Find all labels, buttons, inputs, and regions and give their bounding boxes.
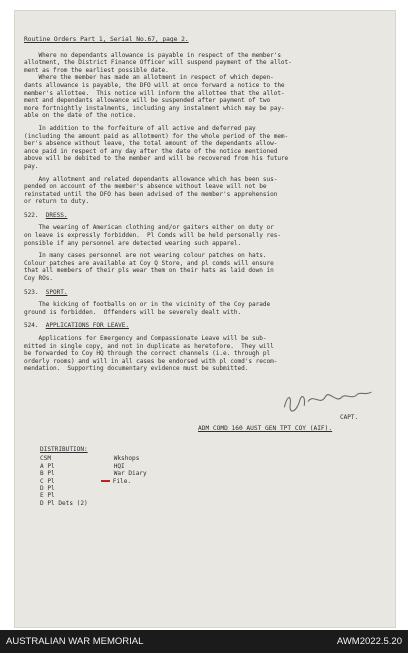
intro-paragraphs [24,52,368,206]
text-line: ment and dependants allowance will be suspended after payment of two [24,97,271,105]
text-line: member's allottee. This notice will inform the allottee that the allot- [24,89,285,97]
intro-paragraph [24,176,368,206]
text-line: mendation. Supporting documentary evidence must be submitted. [24,365,249,373]
text-line: pay. [24,162,39,170]
signature-rank: CAPT. [340,414,359,421]
text-line: orderly rooms) and will in all cases be endorsed with pl comd's recom- [24,357,278,365]
text-line: reinstated until the DFO has been advised of the member's apprehension [24,190,278,198]
distribution-recipient: Wkshops [113,455,140,463]
section-paragraph [24,301,368,316]
text-line: In many cases personnel are not wearing colour patches on hats. [24,252,267,260]
distribution-recipient: CSM [40,455,52,463]
red-pencil-mark [101,480,110,482]
section-title: APPLICATIONS FOR LEAVE. [45,322,129,330]
text-line: Any allotment and related dependants allowance which has been sus- [24,175,278,183]
distribution-recipient-row [114,455,147,462]
text-line: Where no dependants allowance is payable in respect of the member's [24,51,281,59]
text-line: Colour patches are available at Coy Q Store, and pl comds will ensure [24,259,274,267]
distribution-recipient-row [114,478,147,485]
text-line: more fortnightly instalments, including any instalment which may be pay- [24,104,285,112]
document-body [24,36,368,378]
distribution-recipient: E Pl [40,492,55,500]
text-line: Applications for Emergency and Compassionate Leave will be sub- [24,335,267,342]
section-title: SPORT. [45,288,68,296]
text-line: The kicking of footballs on or in the vicinity of the Coy parade [24,301,271,309]
text-line: ance paid in respect of any day after the date of the notice mentioned [24,147,278,155]
text-line: Coy ROs. [24,275,53,283]
distribution-recipient: B Pl [40,470,55,478]
section-number: 524. [24,322,39,330]
text-line: able on the date of the notice. [24,112,137,120]
order-section [24,289,368,317]
distribution-heading: DISTRIBUTION: [40,446,88,453]
text-line: that all members of their pls wear them on their hats as laid down in [24,267,274,275]
section-number: 523. [24,288,39,296]
distribution-recipient: D Pl [40,485,55,493]
text-line: ground is forbidden. Offenders will be severely dealt with. [24,308,242,316]
text-line: on leave is expressly forbidden. Pl Comds will be held personally res- [24,232,281,240]
distribution-recipient-row [114,470,147,477]
section-title: DRESS. [45,211,68,219]
section-paragraph [24,252,368,282]
section-paragraph [24,224,368,247]
distribution-recipient: HQI [113,462,125,470]
distribution-recipient: D Pl Dets (2) [40,499,88,507]
text-line: above will be debited to the member and will be recovered from his future [24,155,289,163]
text-line: allotment, the District Finance Officer will suspend payment of the allot- [24,59,292,67]
order-sections [24,212,368,373]
intro-paragraph [24,52,368,120]
section-heading [24,322,368,330]
text-line: In addition to the forfeiture of all active and deferred pay [24,124,256,132]
footer-accession-number: AWM2022.5.20 [336,636,402,647]
distribution-recipient: C Pl [40,477,55,485]
distribution-left-column [40,455,88,507]
section-heading [24,212,368,220]
footer-institution: AUSTRALIAN WAR MEMORIAL [6,636,144,647]
distribution-recipient: File. [112,477,132,485]
text-line: pended on account of the member's absence without leave will not be [24,183,267,191]
order-section [24,322,368,373]
text-line: ber's absence without leave, the total amount of the dependants allow- [24,140,278,148]
order-section [24,212,368,283]
text-line: mitted in single copy, and not in duplicate as heretofore. They will [24,342,274,350]
intro-paragraph [24,125,368,171]
distribution-list [40,446,147,507]
text-line: (including the amount paid as allotment) for the whole period of the mem- [24,132,289,140]
text-line: ponsible if any personnel are detected wearing such apparel. [24,239,242,247]
text-line: or return to duty. [24,198,90,206]
document-header: Routine Orders Part 1, Serial No.67, page 2. [24,36,189,43]
section-heading [24,289,368,297]
text-line: ment as from the earliest possible date. [24,66,169,74]
text-line: The wearing of American clothing and/or gaiters either on duty or [24,224,274,232]
section-paragraph [24,335,368,373]
distribution-recipient-row [114,463,147,470]
text-line: Where the member has made an allotment in respect of which depen- [24,74,274,82]
text-line: dants allowance is payable, the DFO will at once forward a notice to the [24,81,285,89]
text-line: be forwarded to Coy HQ through the correct channels (i.e. through pl [24,350,271,358]
distribution-right-column [114,455,147,507]
signature-block: ADM COMD 160 AUST GEN TPT COY (AIF). [198,425,333,432]
section-number: 522. [24,211,39,219]
distribution-recipient: War Diary [113,470,147,478]
distribution-recipient: A Pl [40,462,55,470]
archive-footer [0,630,408,653]
